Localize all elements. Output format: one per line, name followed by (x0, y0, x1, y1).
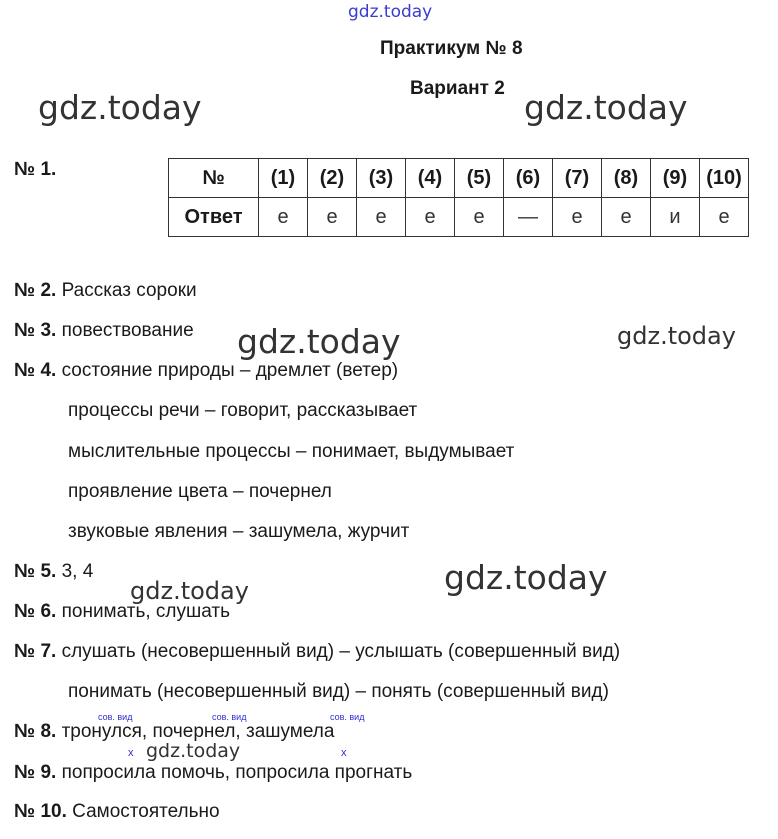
task3 (14, 320, 194, 342)
task2-label: № 2. (14, 280, 57, 301)
task3-label: № 3. (14, 320, 57, 341)
task10-text: Самостоятельно (72, 801, 220, 822)
task4 (14, 360, 398, 382)
table-cell: (6) (504, 159, 553, 198)
task7-line: понимать (несовершенный вид) – понять (совершенный вид) (68, 681, 609, 702)
watermark-lower-small: gdz.today (130, 577, 249, 605)
task8-note: сов. вид (212, 712, 247, 722)
table-answer-row (169, 198, 749, 237)
task2 (14, 280, 197, 302)
table-cell: (8) (602, 159, 651, 198)
table-cell: Ответ (169, 198, 259, 237)
task9 (14, 762, 412, 784)
task4-line: процессы речи – говорит, рассказывает (68, 400, 418, 421)
table-cell: — (504, 198, 553, 237)
table-cell: (9) (651, 159, 700, 198)
task4-line: состояние природы – дремлет (ветер) (61, 360, 399, 381)
watermark-lower: gdz.today (444, 558, 608, 597)
table-cell: (7) (553, 159, 602, 198)
task8-note: сов. вид (98, 712, 133, 722)
task8-note: сов. вид (330, 712, 365, 722)
table-cell: е (357, 198, 406, 237)
task4-line: мыслительные процессы – понимает, выдумывает (68, 441, 515, 462)
watermark-left: gdz.today (38, 88, 202, 127)
task8-text: тронулся, почернел, зашумела (61, 721, 335, 742)
table-cell: е (259, 198, 308, 237)
task6-text: понимать, слушать (61, 601, 231, 622)
task6 (14, 601, 230, 623)
task2-text: Рассказ сороки (61, 280, 197, 301)
watermark-right: gdz.today (524, 88, 688, 127)
task7 (14, 641, 620, 663)
task6-label: № 6. (14, 601, 57, 622)
table-cell: (10) (700, 159, 749, 198)
table-cell: е (553, 198, 602, 237)
task7-line: слушать (несовершенный вид) – услышать (совершенный вид) (61, 641, 621, 662)
table-cell: е (602, 198, 651, 237)
task4-line: проявление цвета – почернел (68, 481, 332, 502)
table-cell: е (455, 198, 504, 237)
page-title: Практикум № 8 (380, 38, 523, 59)
table-cell: е (406, 198, 455, 237)
watermark-top: gdz.today (348, 2, 433, 22)
table-cell: е (308, 198, 357, 237)
task7-label: № 7. (14, 641, 57, 662)
task4-line: звуковые явления – зашумела, журчит (68, 521, 410, 542)
task8-label: № 8. (14, 721, 57, 742)
task4-label: № 4. (14, 360, 57, 381)
table-cell: е (700, 198, 749, 237)
task5 (14, 561, 93, 583)
answer-table (168, 158, 749, 237)
task8 (14, 721, 334, 743)
table-cell: (3) (357, 159, 406, 198)
table-cell: и (651, 198, 700, 237)
table-cell: (2) (308, 159, 357, 198)
table-cell: № (169, 159, 259, 198)
task9-text: попросила помочь, попросила прогнать (61, 762, 413, 783)
watermark-right-mid: gdz.today (617, 322, 736, 350)
task9-label: № 9. (14, 762, 57, 783)
table-cell: (4) (406, 159, 455, 198)
task5-text: 3, 4 (61, 561, 94, 582)
task10 (14, 801, 220, 823)
table-cell: (1) (259, 159, 308, 198)
watermark-bottom-small: gdz.today (146, 740, 241, 762)
task10-label: № 10. (14, 801, 67, 822)
task5-label: № 5. (14, 561, 57, 582)
watermark-mid: gdz.today (237, 322, 401, 361)
task8-mark: х (341, 747, 347, 759)
task8-mark: х (128, 747, 134, 759)
table-cell: (5) (455, 159, 504, 198)
table-header-row (169, 159, 749, 198)
task1-label: № 1. (14, 159, 57, 180)
variant-label: Вариант 2 (410, 78, 505, 99)
task3-text: повествование (61, 320, 194, 341)
